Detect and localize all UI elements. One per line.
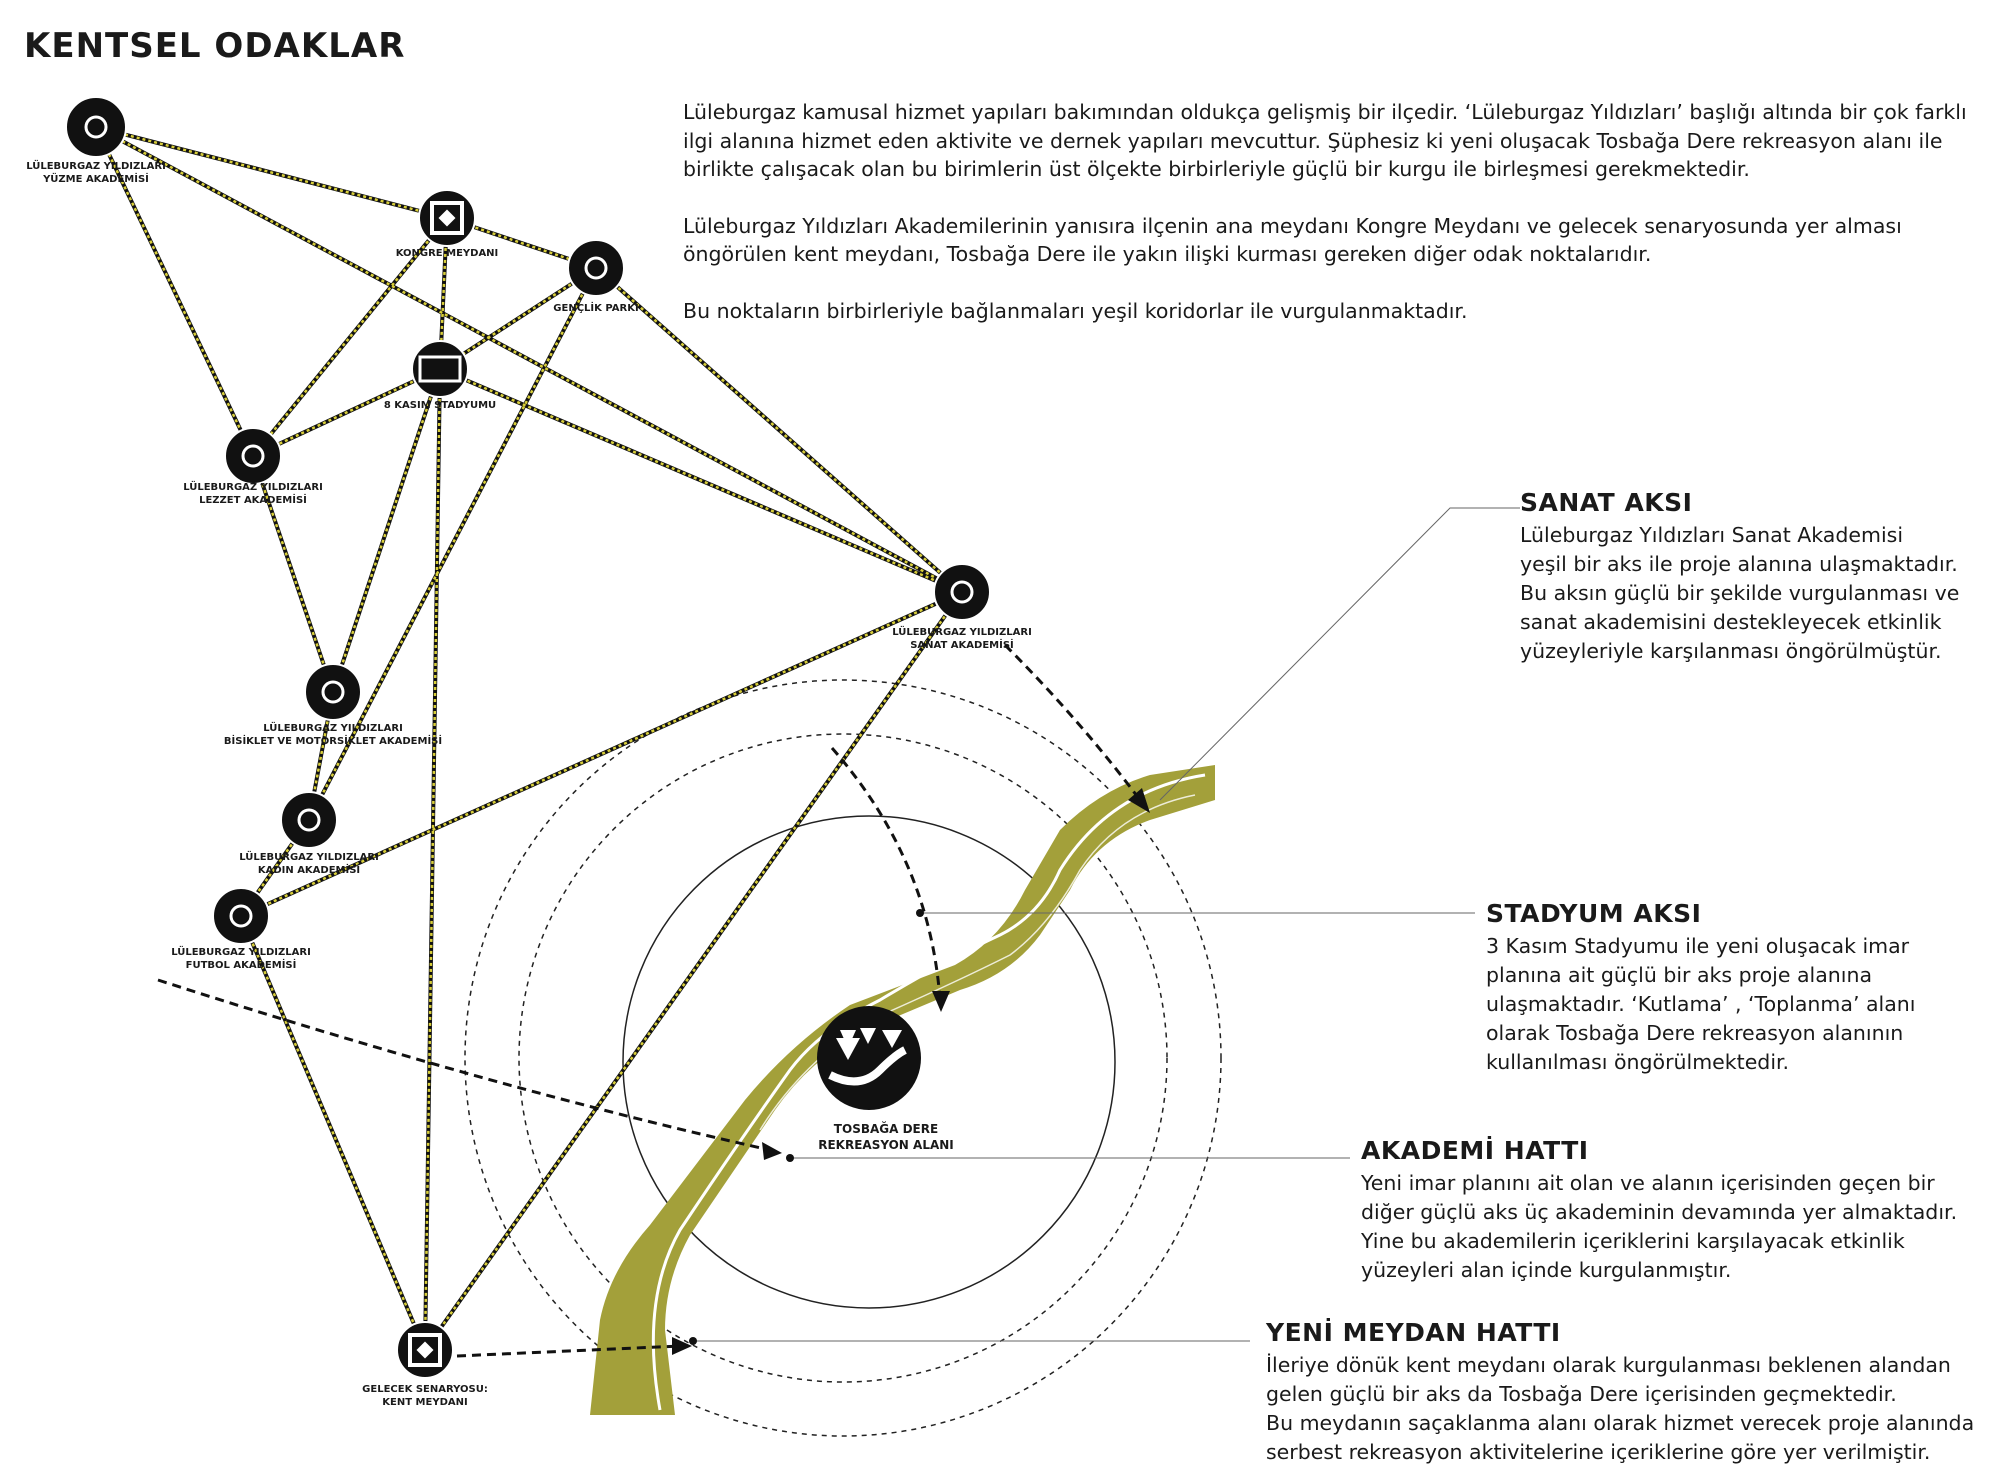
link-stadyum-sanat (440, 369, 962, 592)
callout-sanat-title: SANAT AKSI (1520, 488, 1693, 517)
callout-sanat (1520, 488, 1980, 666)
callout-meydan-title: YENİ MEYDAN HATTI (1266, 1318, 1561, 1347)
intro-text (683, 98, 1983, 353)
intro-paragraph-2: Lüleburgaz Yıldızları Akademilerinin yanısıra ilçenin ana meydanı Kongre Meydanı ve gelecek senaryosunda yer alması öngörülen kent meydanı, Tosbağa Dere ile yakın ilişki kurması gereken diğer odak noktalarıdır. (683, 213, 1902, 266)
callout-meydan (1266, 1318, 1986, 1467)
page-title: KENTSEL ODAKLAR (24, 26, 406, 66)
square-plaza-icon (397, 1322, 453, 1378)
stadium-icon (412, 341, 468, 397)
callout-sanat-text: Lüleburgaz Yıldızları Sanat Akademisi yeşil bir aks ile proje alanına ulaşmaktadır. Bu aksın güçlü bir şekilde vurgulanması ve sanat akademisini destekleyecek etkinlik yüzeyleriyle karşılanması öngörülmüştür. (1520, 523, 1960, 663)
callout-stadyum-title: STADYUM AKSI (1486, 899, 1702, 928)
center-label-tosbaga: TOSBAĞA DERE REKREASYON ALANI (818, 1122, 954, 1152)
intro-paragraph-3: Bu noktaların birbirleriyle bağlanmaları yeşil koridorlar ile vurgulanmaktadır. (683, 298, 1468, 323)
intro-paragraph-1: Lüleburgaz kamusal hizmet yapıları bakımından oldukça gelişmiş bir ilçedir. ‘Lüleburgaz Yıldızları’ başlığı altında bir çok farklı ilgi alanına hizmet eden aktivite ve dernek yapıları mevcuttur. Şüphesiz ki yeni oluşacak Tosbağa Dere rekreasyon alanı ile birlikte çalışacak olan bu birimlerin üst ölçekte birbirleriyle güçlü bir kurgu ile birleşmesi gerekmektedir. (683, 100, 1967, 181)
node-label-kent: GELECEK SENARYOSU: KENT MEYDANI (362, 1384, 488, 1408)
callout-stadyum-text: 3 Kasım Stadyumu ile yeni oluşacak imar planına ait güçlü bir aks proje alanına ulaşmaktadır. ‘Kutlama’ , ‘Toplanma’ alanı olarak Tosbağa Dere rekreasyon alanının kullanılması öngörülmektedir. (1486, 934, 1916, 1074)
tosbaga-icon (817, 1006, 921, 1110)
link-stadyum-lezzet (253, 369, 440, 456)
callout-akademi (1361, 1136, 1981, 1285)
stadyum-arrow-head (932, 991, 950, 1012)
stadyum-arrow (832, 748, 940, 1000)
node-label-stadyum: 8 KASIM STADYUMU (383, 400, 497, 411)
sanat-arrow (1005, 645, 1140, 800)
callout-meydan-text: İleriye dönük kent meydanı olarak kurgulanması beklenen alandan gelen güçlü bir aks da Tosbağa Dere içerisinden geçmektedir. Bu meydanın saçaklanma alanı olarak hizmet verecek proje alanında serbest rekreasyon aktivitelerine içeriklerine göre yer verilmiştir. (1266, 1353, 1975, 1464)
sanat-leader (1160, 508, 1520, 800)
node-label-futbol: LÜLEBURGAZ YILDIZLARI FUTBOL AKADEMİSİ (171, 947, 311, 971)
callout-akademi-text: Yeni imar planını ait olan ve alanın içerisinden geçen bir diğer güçlü aks üç akademinin devamında yer almaktadır. Yine bu akademilerin içeriklerini karşılayacak etkinlik yüzeyleri alan içinde kurgulanmıştır. (1361, 1171, 1958, 1282)
node-label-genclik: GENÇLİK PARKI (553, 303, 639, 314)
node-label-kongre: KONGRE MEYDANI (395, 248, 499, 259)
square-plaza-icon (419, 190, 475, 246)
football-icon (213, 888, 269, 944)
food-cloche-icon (225, 428, 281, 484)
node-label-sanat: LÜLEBURGAZ YILDIZLARI SANAT AKADEMİSİ (892, 627, 1032, 651)
node-label-kadin: LÜLEBURGAZ YILDIZLARI KADIN AKADEMİSİ (239, 852, 379, 876)
swimmer-icon (66, 97, 126, 157)
park-bench-icon (568, 240, 624, 296)
art-icon (934, 564, 990, 620)
callout-stadyum (1486, 899, 1976, 1077)
node-label-yuzme: LÜLEBURGAZ YILDIZLARI YÜZME AKADEMİSİ (26, 161, 166, 185)
akademi-arrow-head (762, 1142, 782, 1160)
callout-akademi-title: AKADEMİ HATTI (1361, 1136, 1589, 1165)
link-stadyum-kent (425, 369, 440, 1350)
akademi-arrow (158, 980, 770, 1150)
node-label-bisiklet: LÜLEBURGAZ YILDIZLARI BİSİKLET VE MOTORSİKLET AKADEMİSİ (223, 723, 443, 747)
woman-icon (281, 792, 337, 848)
meydan-arrow-head (672, 1337, 692, 1355)
bicycle-icon (305, 664, 361, 720)
node-label-lezzet: LÜLEBURGAZ YILDIZLARI LEZZET AKADEMİSİ (183, 482, 323, 506)
